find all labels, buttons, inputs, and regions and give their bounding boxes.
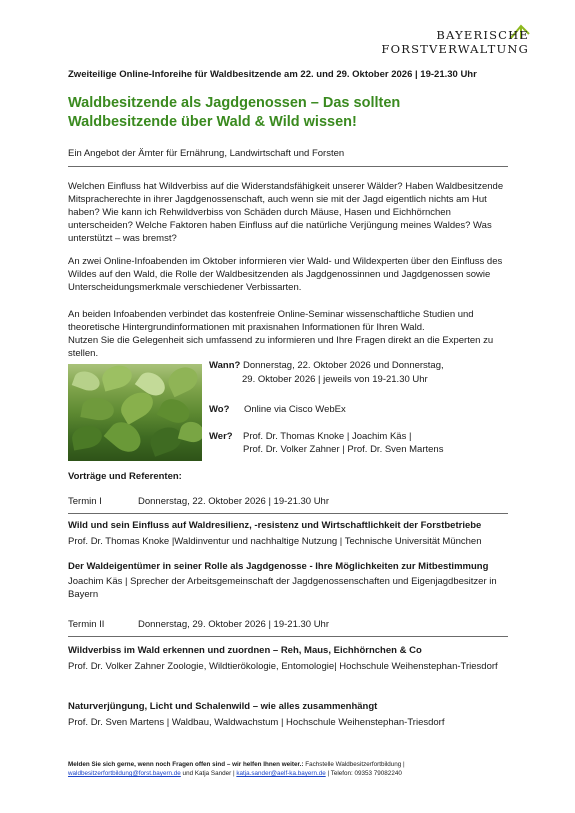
- footer-email-2-link[interactable]: katja.sander@aelf-ka.bayern.de: [236, 770, 326, 777]
- where-info: [209, 403, 229, 416]
- forstverwaltung-logo: [381, 24, 529, 58]
- divider: [68, 636, 508, 637]
- who-line-2: Prof. Dr. Volker Zahner | Prof. Dr. Sven Martens: [243, 444, 444, 455]
- termin-2-label: Termin II: [68, 619, 105, 630]
- talk-1-speaker: Prof. Dr. Thomas Knoke |Waldinventur und nachhaltige Nutzung | Technische Universität München: [68, 536, 482, 547]
- divider: [68, 513, 508, 514]
- termin-1-date: Donnerstag, 22. Oktober 2026 | 19-21.30 Uhr: [138, 496, 330, 507]
- footer-lead: Melden Sie sich gerne, wenn noch Fragen offen sind – wir helfen Ihnen weiter.:: [68, 761, 304, 768]
- forest-photo: [68, 364, 202, 461]
- where-label: Wo?: [209, 404, 230, 415]
- logo-line-2: FORSTVERWALTUNG: [381, 42, 529, 56]
- logo-line-1: BAYERISCHE: [436, 28, 529, 42]
- footer-phone: | Telefon: 09353 79082240: [325, 770, 402, 777]
- intro-paragraph: Welchen Einfluss hat Wildverbiss auf die Widerstandsfähigkeit unserer Wälder? Haben Waldbesitzende Mitspracherechte in ihrer Jagdgenossenschaft, auch wenn sie mit der Jagd eigentlich nichts am Hut haben? Wie kann ich Rehwildverbiss von Schäden durch Mäuse, Hasen und Eichhörnchen unterscheiden? Welche Faktoren haben Einfluss auf die natürliche Verjüngung meines Waldes? Was unterstützt – was bremst?: [68, 181, 504, 244]
- expert-paragraph: An zwei Online-Infoabenden im Oktober informieren vier Wald- und Wildexperten über den Einfluss des Wildes auf den Wald, die Rolle der Waldbesitzenden als Jagdgenossinnen und Jagdgenossen sowie Unterscheidungsmerkmale verschiedener Verbissarten.: [68, 256, 503, 293]
- talk-4-title: Naturverjüngung, Licht und Schalenwild – wie alles zusammenhängt: [68, 701, 378, 712]
- termin-2-date: Donnerstag, 29. Oktober 2026 | 19-21.30 Uhr: [138, 619, 330, 630]
- talk-3-title: Wildverbiss im Wald erkennen und zuordnen – Reh, Maus, Eichhörnchen & Co: [68, 645, 422, 656]
- talk-2-title: Der Waldeigentümer in seiner Rolle als Jagdgenosse - Ihre Möglichkeiten zur Mitbestimmung: [68, 561, 489, 572]
- where-value: Online via Cisco WebEx: [244, 404, 346, 415]
- seminar-paragraph: An beiden Infoabenden verbindet das kostenfreie Online-Seminar wissenschaftliche Studien und theoretische Hintergrundinformationen mit praxisnahen Informationen für Ihren Wald.: [68, 309, 474, 333]
- footer-email-1-link[interactable]: waldbesitzerfortbildung@forst.bayern.de: [68, 770, 181, 777]
- who-info: [209, 430, 233, 443]
- divider: [68, 166, 508, 167]
- talk-4-speaker: Prof. Dr. Sven Martens | Waldbau, Waldwachstum | Hochschule Weihenstephan-Triesdorf: [68, 717, 445, 728]
- lectures-heading: Vorträge und Referenten:: [68, 471, 182, 482]
- offer-line: Ein Angebot der Ämter für Ernährung, Landwirtschaft und Forsten: [68, 148, 345, 159]
- footer-contact-2: und Katja Sander |: [180, 770, 237, 777]
- page-title: Waldbesitzende als Jagdgenossen – Das sollten Waldbesitzende über Wald & Wild wissen!: [68, 95, 401, 130]
- who-label: Wer?: [209, 431, 233, 442]
- talk-3-speaker: Prof. Dr. Volker Zahner Zoologie, Wildtierökologie, Entomologie| Hochschule Weihenstephan-Triesdorf: [68, 661, 498, 672]
- event-subheading: Zweiteilige Online-Inforeihe für Waldbesitzende am 22. und 29. Oktober 2026 | 19-21.30 Uhr: [68, 69, 477, 80]
- when-line-2: 29. Oktober 2026 | jeweils von 19-21.30 Uhr: [242, 374, 428, 385]
- when-label: Wann?: [209, 360, 241, 371]
- footer-contact: [68, 760, 518, 778]
- termin-1-label: Termin I: [68, 496, 102, 507]
- when-info: [209, 359, 444, 372]
- footer-contact-1: Fachstelle Waldbesitzerfortbildung |: [303, 761, 405, 768]
- opportunity-paragraph: Nutzen Sie die Gelegenheit sich umfassend zu informieren und Ihre Fragen direkt an die Experten zu stellen.: [68, 335, 494, 359]
- when-line-1: Donnerstag, 22. Oktober 2026 und Donnerstag,: [242, 360, 444, 371]
- who-line-1: Prof. Dr. Thomas Knoke | Joachim Käs |: [243, 431, 412, 442]
- talk-2-speaker: Joachim Käs | Sprecher der Arbeitsgemeinschaft der Jagdgenossenschaften und Eigenjagdbesitzer in Bayern: [68, 576, 497, 600]
- talk-1-title: Wild und sein Einfluss auf Waldresilienz, -resistenz und Wirtschaftlichkeit der Forstbetriebe: [68, 520, 482, 531]
